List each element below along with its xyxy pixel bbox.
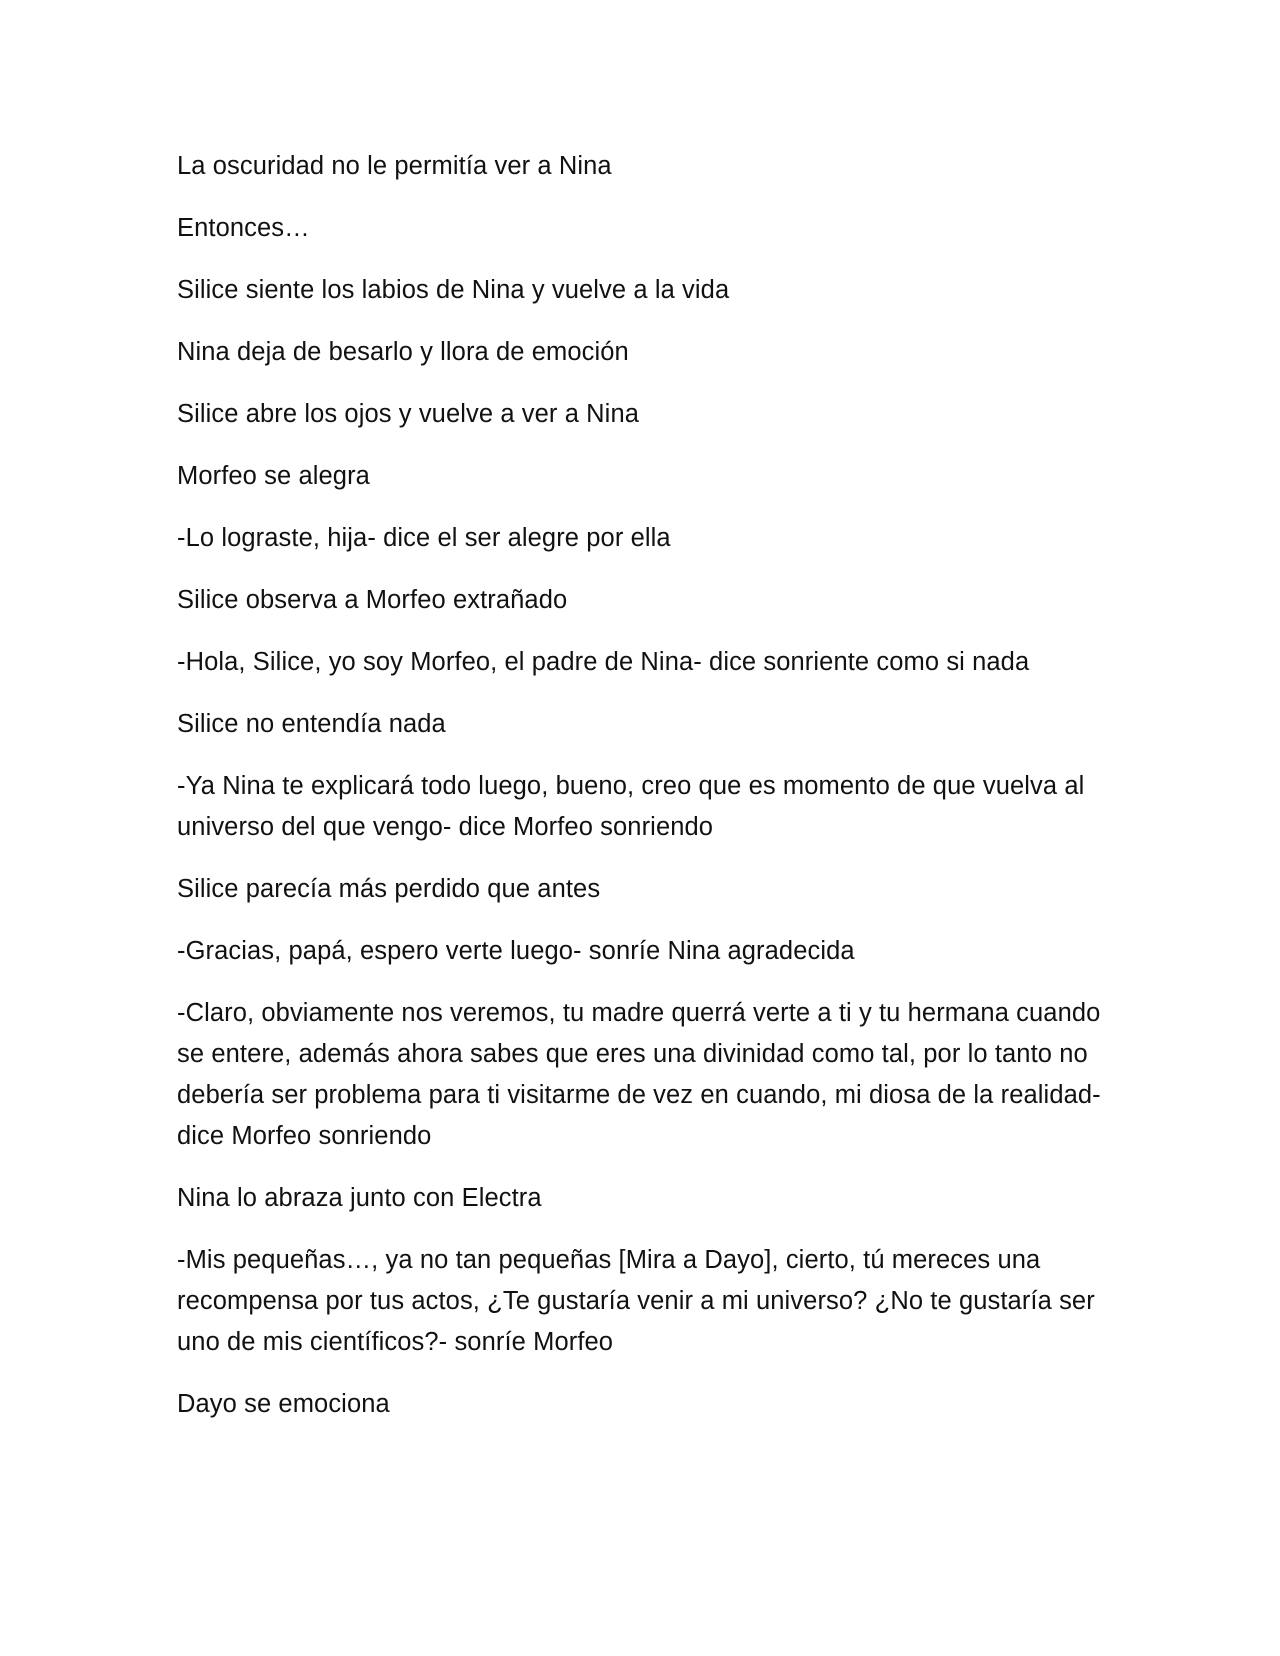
paragraph: Morfeo se alegra (177, 462, 370, 490)
paragraph: Silice parecía más perdido que antes (177, 875, 601, 903)
paragraph: -Hola, Silice, yo soy Morfeo, el padre de Nina- dice sonriente como si nada (177, 648, 1030, 676)
paragraph: -Gracias, papá, espero verte luego- sonríe Nina agradecida (177, 937, 855, 965)
paragraph: Silice no entendía nada (177, 710, 446, 738)
paragraph: Nina lo abraza junto con Electra (177, 1184, 542, 1212)
paragraph: Silice observa a Morfeo extrañado (177, 586, 568, 614)
document-body (177, 146, 1107, 1446)
paragraph: -Lo lograste, hija- dice el ser alegre por ella (177, 524, 671, 552)
paragraph: La oscuridad no le permitía ver a Nina (177, 152, 612, 180)
paragraph: Dayo se emociona (177, 1390, 390, 1418)
paragraph: Nina deja de besarlo y llora de emoción (177, 338, 629, 366)
paragraph: Silice abre los ojos y vuelve a ver a Nina (177, 400, 640, 428)
paragraph: -Mis pequeñas…, ya no tan pequeñas [Mira a Dayo], cierto, tú mereces una recompensa por tus actos, ¿Te gustaría venir a mi universo? ¿No te gustaría ser uno de mis científicos?- sonríe Morfeo (177, 1246, 1095, 1356)
paragraph: -Claro, obviamente nos veremos, tu madre querrá verte a ti y tu hermana cuando se entere, además ahora sabes que eres una divinidad como tal, por lo tanto no debería ser problema para ti visitarme de vez en cuando, mi diosa de la realidad- dice Morfeo sonriendo (177, 999, 1101, 1150)
paragraph: -Ya Nina te explicará todo luego, bueno, creo que es momento de que vuelva al universo del que vengo- dice Morfeo sonriendo (177, 772, 1085, 841)
paragraph: Silice siente los labios de Nina y vuelve a la vida (177, 276, 730, 304)
paragraph: Entonces… (177, 214, 310, 242)
